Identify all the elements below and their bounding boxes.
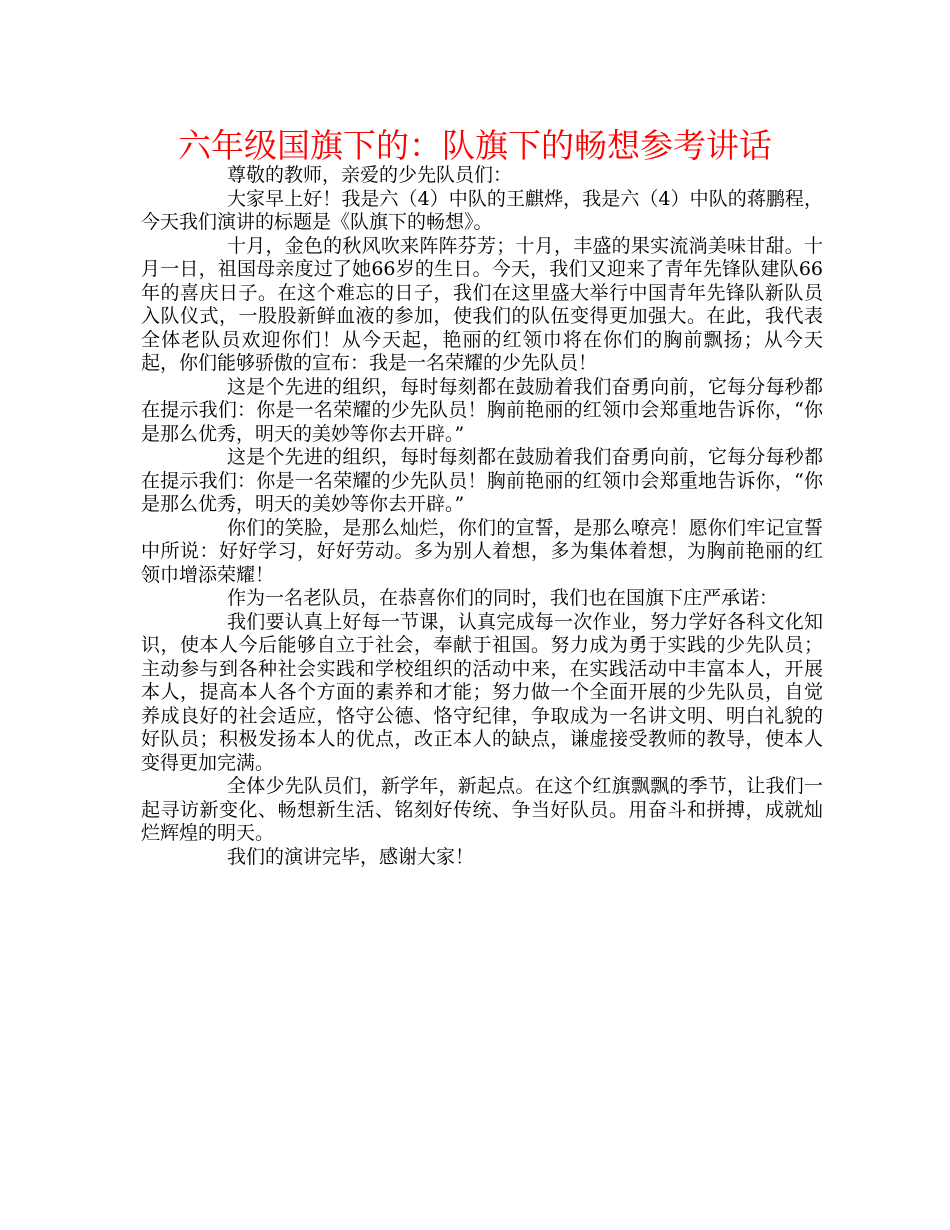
- paragraph-smiles: 你们的笑脸，是那么灿烂，你们的宣誓，是那么嘹亮！愿你们牢记宣誓中所说：好好学习，好好劳动。多为别人着想，多为集体着想，为胸前艳丽的红领巾增添荣耀！: [141, 516, 823, 586]
- paragraph-promise-intro: 作为一名老队员，在恭喜你们的同时，我们也在国旗下庄严承诺：: [227, 587, 779, 609]
- paragraph-organization-2: 这是个先进的组织，每时每刻都在鼓励着我们奋勇向前，它每分每秒都在提示我们：你是一名荣耀的少先队员！胸前艳丽的红领巾会郑重地告诉你，“你是那么优秀，明天的美妙等你去开辟。”: [141, 446, 823, 515]
- paragraph-new-semester: 全体少先队员们，新学年，新起点。在这个红旗飘飘的季节，让我们一起寻访新变化、畅想新生活、铭刻好传统、争当好队员。用奋斗和拼搏，成就灿烂辉煌的明天。: [141, 775, 823, 844]
- document-title: 六年级国旗下的：队旗下的畅想参考讲话: [178, 126, 772, 165]
- paragraph-october: 十月，金色的秋风吹来阵阵芬芳；十月，丰盛的果实流淌美味甘甜。十月一日，祖国母亲度过了她66岁的生日。今天，我们又迎来了青年先锋队建队66年的喜庆日子。在这个难忘的日子，我们在这里盛大举行中国青年先锋队新队员入队仪式，一股股新鲜血液的参加，使我们的队伍变得更加强大。在此，我代表全体老队员欢迎你们！从今天起，艳丽的红领巾将在你们的胸前飘扬；从今天起，你们能够骄傲的宣布：我是一名荣耀的少先队员！: [141, 234, 823, 374]
- paragraph-salutation: 尊敬的教师，亲爱的少先队员们：: [227, 164, 513, 186]
- paragraph-greeting: 大家早上好！我是六（4）中队的王麒烨，我是六（4）中队的蒋鹏程，今天我们演讲的标题是《队旗下的畅想》。: [141, 187, 823, 233]
- paragraph-closing: 我们的演讲完毕，感谢大家！: [227, 845, 475, 868]
- paragraph-organization-1: 这是个先进的组织，每时每刻都在鼓励着我们奋勇向前，它每分每秒都在提示我们：你是一名荣耀的少先队员！胸前艳丽的红领巾会郑重地告诉你，“你是那么优秀，明天的美妙等你去开辟。”: [141, 375, 823, 445]
- document-body: [141, 164, 823, 869]
- paragraph-promise: 我们要认真上好每一节课，认真完成每一次作业，努力学好各科文化知识，使本人今后能够自立于社会，奉献于祖国。努力成为勇于实践的少先队员；主动参与到各种社会实践和学校组织的活动中来，在实践活动中丰富本人，开展本人，提高本人各个方面的素养和才能；努力做一个全面开展的少先队员，自觉养成良好的社会适应，恪守公德、恪守纪律，争取成为一名讲文明、明白礼貌的好队员；积极发扬本人的优点，改正本人的缺点，谦虚接受教师的教导，使本人变得更加完满。: [141, 610, 823, 774]
